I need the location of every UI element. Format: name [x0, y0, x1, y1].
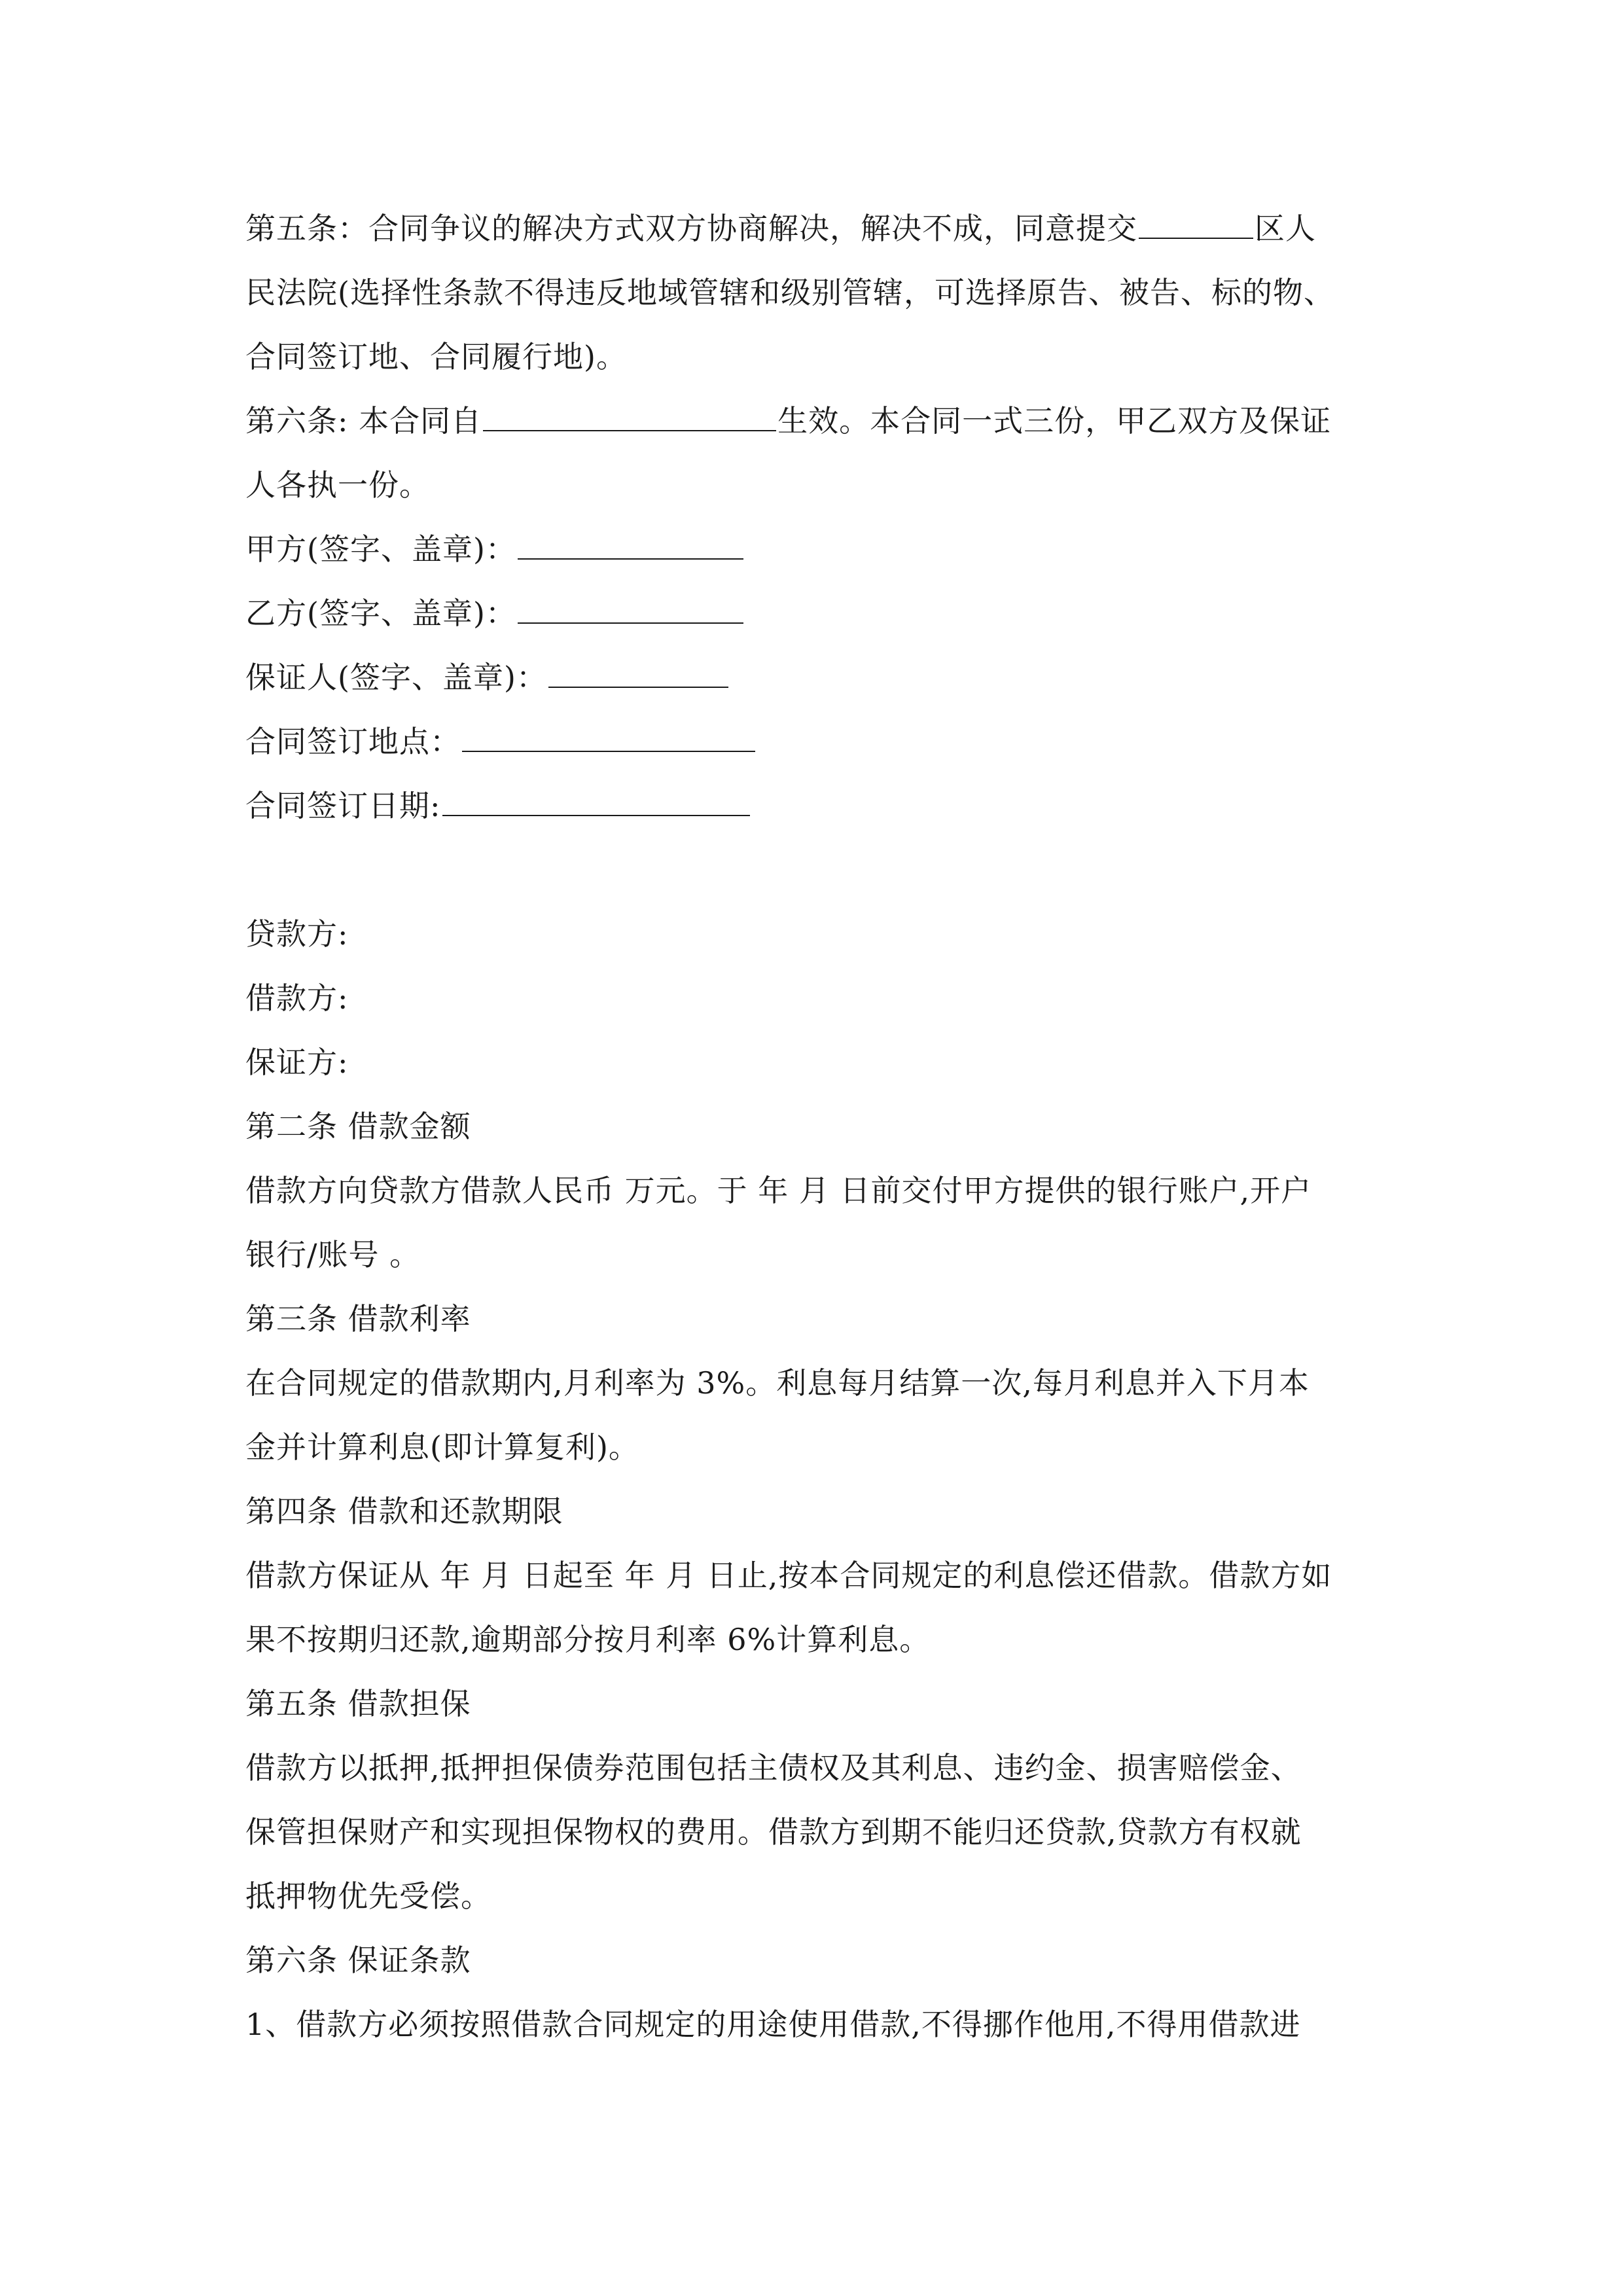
clause5-line3: 合同签订地、合同履行地)。 [245, 339, 627, 374]
clause5-text-a: 第五条：合同争议的解决方式双方协商解决，解决不成，同意提交 [245, 211, 1137, 246]
borrower-line: 借款方: [245, 980, 349, 1016]
article4-line2: 果不按期归还款,逾期部分按月利率 6%计算利息。 [245, 1622, 931, 1657]
article2-line1: 借款方向贷款方借款人民币 万元。于 年 月 日前交付甲方提供的银行账户,开户 [245, 1173, 1312, 1208]
clause6-line1 [245, 389, 1397, 453]
clause6-text-a: 第六条: 本合同自 [245, 403, 482, 439]
article2-line2: 银行/账号 。 [245, 1237, 421, 1272]
clause5-text-b: 区人 [1255, 211, 1316, 246]
article5-heading: 第五条 借款担保 [245, 1686, 471, 1721]
party-a-signature [245, 517, 1397, 581]
article4-line1: 借款方保证从 年 月 日起至 年 月 日止,按本合同规定的利息偿还借款。借款方如 [245, 1558, 1332, 1593]
article5-line3: 抵押物优先受偿。 [245, 1878, 491, 1914]
clause6-line2: 人各执一份。 [245, 467, 430, 503]
signing-date-label: 合同签订日期: [245, 788, 441, 823]
party-b-signature [245, 581, 1397, 645]
article5-line2: 保管担保财产和实现担保物权的费用。借款方到期不能归还贷款,贷款方有权就 [245, 1814, 1302, 1850]
guarantor-line: 保证方: [245, 1045, 349, 1080]
section-spacer [245, 838, 1397, 902]
guarantor-blank[interactable] [548, 656, 728, 688]
document-body [245, 196, 1397, 2056]
party-b-label: 乙方(签字、盖章)： [245, 596, 516, 631]
article4-heading: 第四条 借款和还款期限 [245, 1494, 563, 1529]
article5-line1: 借款方以抵押,抵押担保债券范围包括主债权及其利息、违约金、损害赔偿金、 [245, 1750, 1302, 1785]
article3-heading: 第三条 借款利率 [245, 1301, 471, 1336]
party-b-blank[interactable] [518, 592, 743, 624]
signing-place [245, 709, 1397, 774]
court-blank[interactable] [1139, 207, 1253, 239]
lender-line: 贷款方: [245, 916, 349, 952]
signing-place-blank[interactable] [462, 721, 755, 752]
clause5-line2: 民法院(选择性条款不得违反地域管辖和级别管辖，可选择原告、被告、标的物、 [245, 275, 1334, 310]
clause6-text-b: 生效。本合同一式三份，甲乙双方及保证 [777, 403, 1332, 439]
guarantor-signature [245, 645, 1397, 709]
signing-date-blank[interactable] [442, 785, 750, 816]
article3-line2: 金并计算利息(即计算复利)。 [245, 1429, 639, 1465]
article6-line1: 1、借款方必须按照借款合同规定的用途使用借款,不得挪作他用,不得用借款进 [245, 2007, 1301, 2042]
party-a-blank[interactable] [518, 528, 743, 560]
signing-place-label: 合同签订地点： [245, 724, 461, 759]
article6-heading: 第六条 保证条款 [245, 1943, 471, 1978]
article3-line1: 在合同规定的借款期内,月利率为 3%。利息每月结算一次,每月利息并入下月本 [245, 1365, 1310, 1401]
guarantor-label: 保证人(签字、盖章)： [245, 660, 547, 695]
effective-date-blank[interactable] [483, 400, 776, 431]
article2-heading: 第二条 借款金额 [245, 1109, 471, 1144]
clause5-line1 [245, 196, 1397, 260]
party-a-label: 甲方(签字、盖章)： [245, 531, 516, 567]
signing-date [245, 774, 1397, 838]
